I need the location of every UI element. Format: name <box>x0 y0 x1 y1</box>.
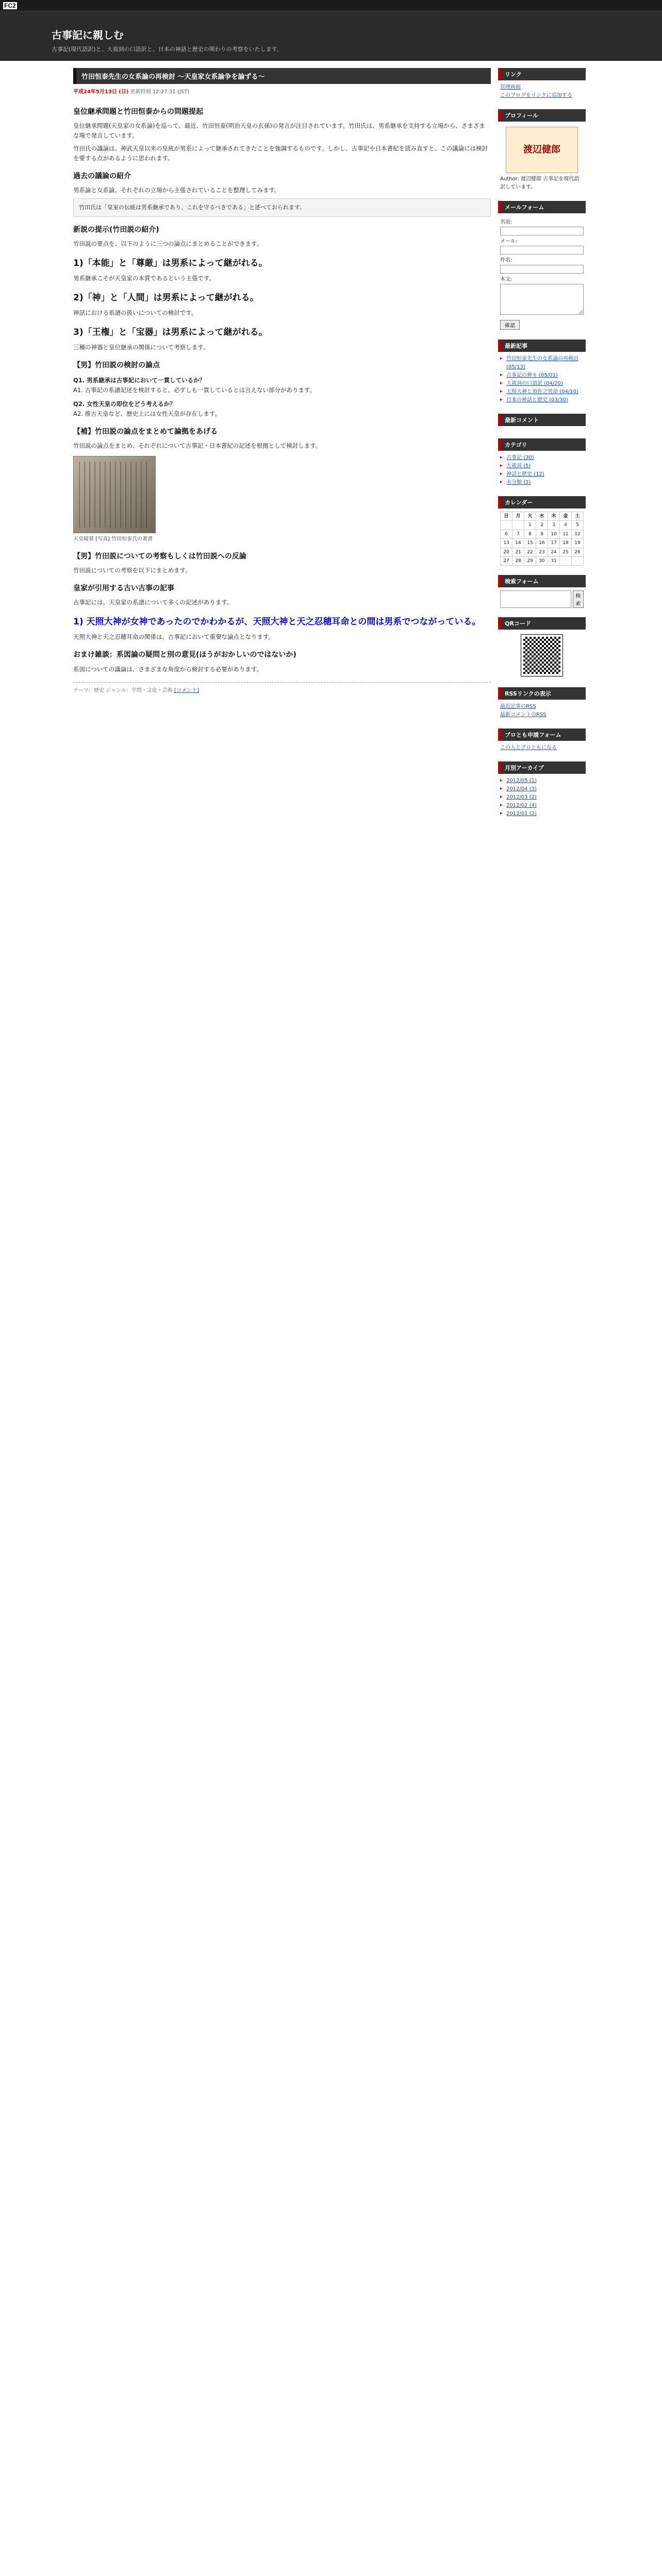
rss-title: RSSリンクの表示 <box>498 687 586 700</box>
archive-box <box>498 761 586 821</box>
mail-form-title: メールフォーム <box>498 201 586 213</box>
paragraph: 皇位継承問題(天皇家の女系論)を巡って、最近、竹田恒泰(明治天皇の玄孫)の発言が注目されています。竹田氏は、男系継承を支持する立場から、さまざまな場で発言しています。 <box>73 122 485 140</box>
archive-link[interactable]: ▸ 2012/05 (1) <box>506 778 537 784</box>
rss-link[interactable]: 最新コメントのRSS <box>500 712 547 718</box>
paragraph: 男系継承こそが天皇家の本質であるという主張です。 <box>73 274 216 282</box>
qa-question: Q1. 男系継承は古事記において一貫しているか？ <box>73 376 206 384</box>
section-title: 【男】竹田説の検討の論点 <box>73 361 160 369</box>
category-link[interactable]: ▸ 神話と歴史 (12) <box>506 471 544 477</box>
point-title-3: 3)「王権」と「宝器」は男系によって継がれる。 <box>73 327 268 337</box>
main-content <box>73 68 491 827</box>
sidebar <box>498 68 586 827</box>
recent-comments-box <box>498 414 586 432</box>
profile-title: プロフィール <box>498 109 586 122</box>
fc2-topbar <box>0 0 662 11</box>
recent-entry-link[interactable]: ▸ 竹田恒泰先生の女系論の再検討 (05/13) <box>506 356 578 370</box>
admin-link[interactable]: 管理画面 <box>500 84 521 90</box>
archive-link[interactable]: ▸ 2012/04 (3) <box>506 786 537 792</box>
paragraph: 天照大神と天之忍穂耳命の関係は、古事記において重要な論点となります。 <box>73 633 275 641</box>
recent-entry-link[interactable]: ▸ 天照大神と須佐之男命 (04/10) <box>506 389 578 395</box>
category-link[interactable]: ▸ 大祓詞 (5) <box>506 463 531 469</box>
recent-entries-box <box>498 340 586 408</box>
paragraph: 三種の神器と皇位継承の関係について考察します。 <box>73 343 209 351</box>
recent-entry-link[interactable]: ▸ 日本の神話と歴史 (03/30) <box>506 397 568 403</box>
calendar-title: カレンダー <box>498 496 586 509</box>
mail-body-label: 本文: <box>500 277 512 282</box>
article-photo <box>73 456 156 533</box>
mail-body-input[interactable] <box>500 284 584 315</box>
qr-code <box>521 635 562 676</box>
entry-genre: ジャンル：学問・文化・芸術 <box>106 688 173 694</box>
page-wrap <box>73 61 589 827</box>
section-title: 【男】竹田説についての考察もしくは竹田説への反論 <box>73 552 246 561</box>
comment-link[interactable]: [コメント] <box>174 688 199 694</box>
section-title: 【補】竹田説の論点をまとめて論拠をあげる <box>73 427 218 436</box>
entry-date: 平成24年5月13日 (日) <box>73 89 129 95</box>
profile-text: Author: 渡辺健郎 古事記を現代語訳しています。 <box>500 176 580 190</box>
fc2-logo[interactable]: FC2 <box>4 2 16 9</box>
section-title: 皇家が引用する古い古事の記事 <box>73 584 174 593</box>
section-title: 過去の議論の紹介 <box>73 172 131 180</box>
calendar-table: 日 月 火 水 木 金 土 1 2 3 4 5 6 7 8 9 10 11 12 13 14 15 16 17 18 19 20 21 22 23 24 25 26 27 28 29 30 31 <box>500 512 584 566</box>
section-title: 皇位継承問題と竹田恒泰からの問題提起 <box>73 108 203 116</box>
archive-link[interactable]: ▸ 2012/02 (4) <box>506 803 537 809</box>
quote-box <box>73 198 491 217</box>
profile-box <box>498 109 586 195</box>
rss-link[interactable]: 最近記事のRSS <box>500 704 536 710</box>
section-title: おまけ雑談：系図論の疑問と別の意見(ほうがおかしいのではないか) <box>73 651 296 659</box>
entry-theme: テーマ：歴史 <box>73 688 104 694</box>
category-link[interactable]: ▸ 古事記 (30) <box>506 455 534 461</box>
entry-updated: 更新時刻 12:27:31 (JST) <box>130 89 190 95</box>
point-title-2: 2)「神」と「人間」は男系によって継がれる。 <box>73 292 259 303</box>
entry-title[interactable]: 竹田恒泰先生の女系論の再検討 ～天皇家女系論争を論ずる～ <box>73 68 491 84</box>
mail-form-box <box>498 201 586 333</box>
qa-question: Q2. 女性天皇の即位をどう考えるか？ <box>73 400 176 408</box>
qa-answer: A1. 古事記の系譜記述を検討すると、必ずしも一貫しているとは言えない部分があります。 <box>73 386 316 394</box>
recent-comments-title: 最新コメント <box>498 414 586 426</box>
recent-entry-link[interactable]: ▸ 古事記の神々 (05/01) <box>506 372 558 378</box>
mail-name-input[interactable] <box>500 227 584 235</box>
photo-caption: 天皇陵墓 [写真] 竹田恒泰氏の著書 <box>73 536 153 542</box>
rss-box <box>498 687 586 722</box>
mail-subject-label: 件名: <box>500 258 512 263</box>
category-title: カテゴリ <box>498 438 586 451</box>
paragraph: 竹田氏の議論は、神武天皇以来の皇統が男系によって継承されてきたことを強調するものです。しかし、古事記や日本書紀を読み直すと、この議論には検討を要する点があるように思われます。 <box>73 145 488 162</box>
qr-title: QRコード <box>498 617 586 630</box>
add-link-link[interactable]: このブログをリンクに追加する <box>500 93 572 98</box>
entry-meta <box>73 84 491 99</box>
category-link[interactable]: ▸ 未分類 (3) <box>506 480 531 485</box>
qr-box <box>498 617 586 681</box>
point-title-1: 1)「本能」と「尊厳」は男系によって継がれる。 <box>73 258 268 268</box>
mail-addr-input[interactable] <box>500 246 584 255</box>
section-title: 新説の提示(竹田説の紹介) <box>73 225 159 234</box>
blog-header <box>0 11 662 61</box>
blog-title[interactable]: 古事記に親しむ <box>52 29 124 41</box>
archive-title: 月別アーカイブ <box>498 761 586 774</box>
search-box <box>498 575 586 611</box>
profile-logo: 渡辺健郎 <box>506 127 578 173</box>
search-button[interactable]: 検索 <box>573 590 584 608</box>
search-title: 検索フォーム <box>498 575 586 587</box>
links-box <box>498 68 586 103</box>
friend-link[interactable]: この人とブロともになる <box>500 745 557 751</box>
mail-addr-label: メール: <box>500 239 518 244</box>
archive-link[interactable]: ▸ 2012/01 (2) <box>506 811 537 817</box>
mail-name-label: 名前: <box>500 219 512 225</box>
friend-box <box>498 728 586 755</box>
blog-description: 古事記(現代語訳)と、大祓詞の口語訳と、日本の神話と歴史の関わりの考察をいたします。 <box>52 46 283 53</box>
category-box <box>498 438 586 490</box>
entry-body <box>73 106 491 674</box>
paragraph: 男系論と女系論、それぞれの立場から主張されていることを整理してみます。 <box>73 187 280 194</box>
paragraph: 神話における系譜の扱いについての検討です。 <box>73 309 197 316</box>
recent-entries-title: 最新記事 <box>498 340 586 352</box>
entry-footer <box>73 682 491 693</box>
recent-entry-link[interactable]: ▸ 大祓詞の口語訳 (04/20) <box>506 381 563 386</box>
friend-title: ブロとも申請フォーム <box>498 728 586 741</box>
paragraph: 古事記には、天皇家の系譜について多くの記述があります。 <box>73 599 233 606</box>
qa-answer: A2. 推古天皇など、歴史上には女性天皇が存在します。 <box>73 410 221 417</box>
paragraph: 竹田説の要点を、以下のように三つの論点にまとめることができます。 <box>73 240 263 247</box>
paragraph: 系図についての議論は、さまざまな角度から検討する必要があります。 <box>73 665 262 673</box>
search-input[interactable] <box>500 590 571 608</box>
links-title: リンク <box>498 68 586 80</box>
paragraph: 竹田説の論点をまとめ、それぞれについて古事記・日本書紀の記述を根拠として検討します。 <box>73 442 322 449</box>
recent-comments-list <box>498 426 586 432</box>
mail-submit-button[interactable]: 確認 <box>500 320 520 330</box>
calendar-box <box>498 496 586 569</box>
mail-subject-input[interactable] <box>500 265 584 274</box>
quote-text: 竹田氏は「皇室の伝統は男系継承であり、これを守るべきである」と述べておられます。 <box>79 204 306 211</box>
point-title-blue: 1) 天照大神が女神であったのでかわかるが、天照大神と天之忍穂耳命との間は男系でつながっている。 <box>73 617 481 628</box>
archive-link[interactable]: ▸ 2012/03 (2) <box>506 794 537 801</box>
paragraph: 竹田説についての考察を以下にまとめます。 <box>73 567 191 574</box>
